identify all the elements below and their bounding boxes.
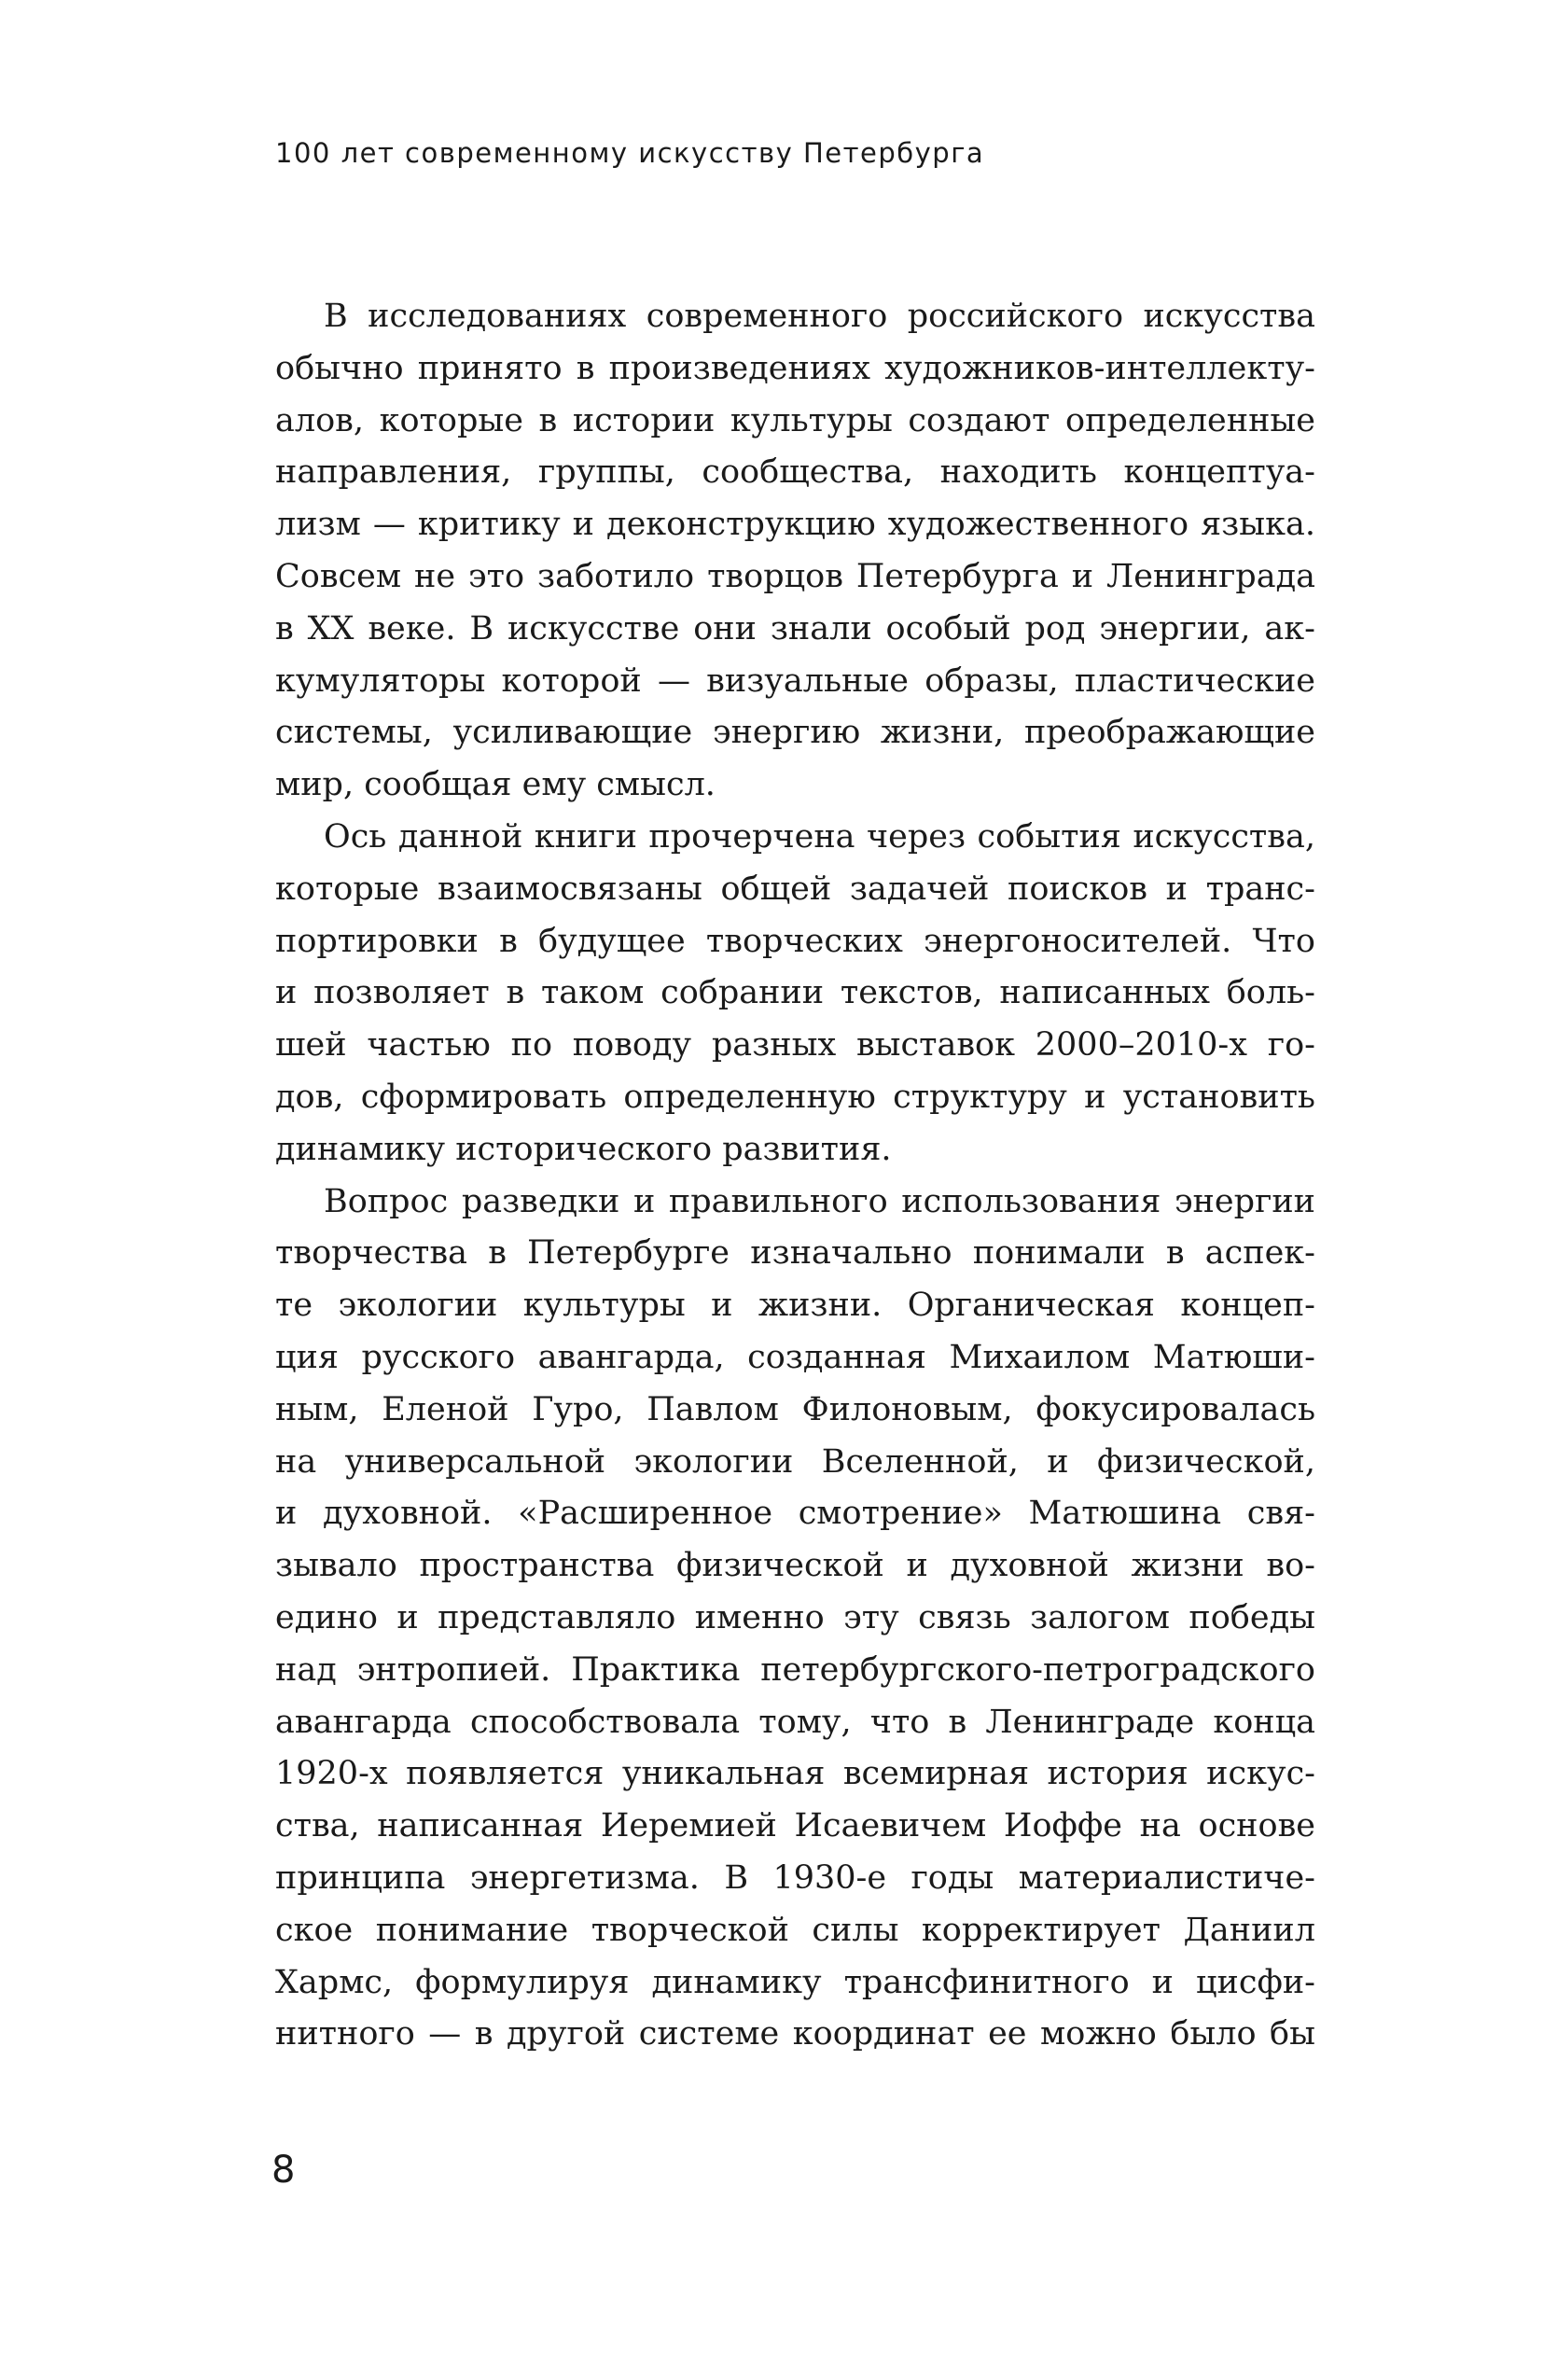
text-line: обычно принято в произведениях художников-интеллекту- xyxy=(275,349,1315,387)
text-line: кумуляторы которой — визуальные образы, пластические xyxy=(275,661,1315,700)
text-line: над энтропией. Практика петербургского-петроградского xyxy=(275,1650,1315,1689)
text-line: в XX веке. В искусстве они знали особый род энергии, ак- xyxy=(275,609,1315,647)
text-line: зывало пространства физической и духовной жизни во- xyxy=(275,1547,1315,1585)
text-line: нитного — в другой системе координат ее можно было бы xyxy=(275,2015,1315,2053)
running-head: 100 лет современному искусству Петербурга xyxy=(275,137,985,169)
body-text xyxy=(275,291,1315,2061)
text-line: В исследованиях современного российского искусства xyxy=(324,298,1315,335)
text-line: Ось данной книги прочерчена через события искусства, xyxy=(324,817,1315,856)
text-line: ция русского авангарда, созданная Михаилом Матюши- xyxy=(275,1338,1315,1376)
text-line: и духовной. «Расширенное смотрение» Матюшина свя- xyxy=(275,1495,1315,1533)
text-line: ным, Еленой Гуро, Павлом Филоновым, фокусировалась xyxy=(275,1390,1315,1428)
text-line: едино и представляло именно эту связь залогом победы xyxy=(275,1598,1315,1636)
text-line: ское понимание творческой силы корректирует Даниил xyxy=(275,1911,1315,1949)
text-line: алов, которые в истории культуры создают определенные xyxy=(275,401,1315,439)
text-line: Совсем не это заботило творцов Петербурга и Ленинграда xyxy=(275,557,1315,595)
text-line: авангарда способствовала тому, что в Ленинграде конца xyxy=(275,1703,1315,1741)
text-line: дов, сформировать определенную структуру и установить xyxy=(275,1078,1315,1116)
text-line: динамику исторического развития. xyxy=(275,1130,892,1168)
text-line: Хармс, формулируя динамику трансфинитного и цисфи- xyxy=(275,1963,1315,2001)
text-line: на универсальной экологии Вселенной, и физической, xyxy=(275,1442,1315,1481)
text-line: ства, написанная Иеремией Исаевичем Иоффе на основе xyxy=(275,1807,1315,1845)
text-line: Вопрос разведки и правильного использования энергии xyxy=(324,1182,1315,1220)
text-line: которые взаимосвязаны общей задачей поисков и транс- xyxy=(275,870,1315,908)
text-line: те экологии культуры и жизни. Органическая концеп- xyxy=(275,1287,1315,1325)
text-line: шей частью по поводу разных выставок 2000–2010-х го- xyxy=(275,1026,1315,1065)
text-line: портировки в будущее творческих энергоносителей. Что xyxy=(275,922,1315,960)
text-line: принципа энергетизма. В 1930-е годы материалистиче- xyxy=(275,1858,1315,1897)
page-number: 8 xyxy=(271,2149,296,2192)
text-line: творчества в Петербурге изначально понимали в аспек- xyxy=(275,1234,1315,1273)
text-line: мир, сообщая ему смысл. xyxy=(275,766,716,804)
text-line: направления, группы, сообщества, находить концептуа- xyxy=(275,453,1315,492)
text-line: системы, усиливающие энергию жизни, преображающие xyxy=(275,714,1315,752)
text-line: и позволяет в таком собрании текстов, написанных боль- xyxy=(275,974,1315,1012)
text-line: лизм — критику и деконструкцию художественного языка. xyxy=(275,506,1315,544)
text-line: 1920-х появляется уникальная всемирная история искус- xyxy=(275,1755,1315,1793)
